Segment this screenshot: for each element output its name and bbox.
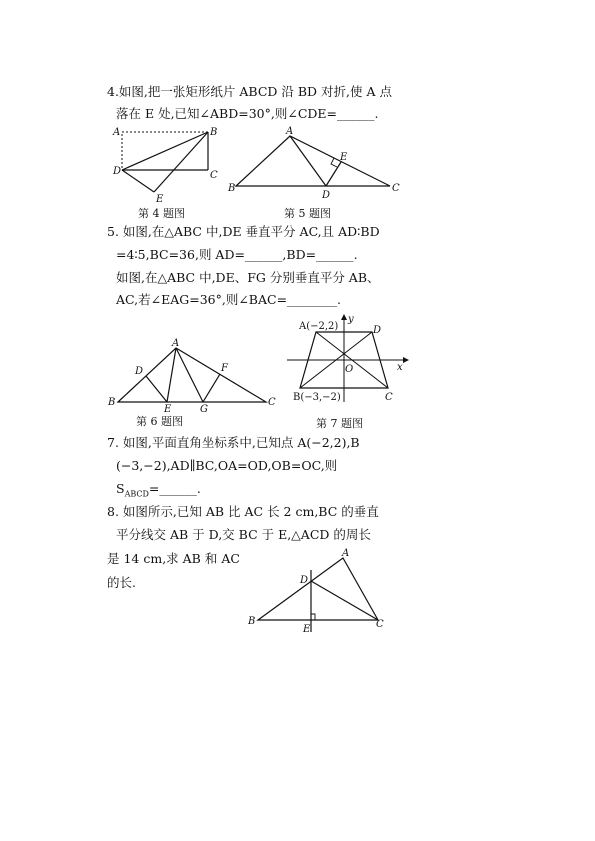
q4-line1: 4.如图,把一张矩形纸片 ABCD 沿 BD 对折,使 A 点	[107, 84, 392, 99]
fig6-label-b: B	[108, 397, 116, 408]
fig8-label-b: B	[248, 616, 256, 627]
q7-line1: 7. 如图,平面直角坐标系中,已知点 A(−2,2),B	[107, 435, 360, 450]
fig4-label-a: A	[113, 127, 121, 138]
fig6-caption: 第 6 题图	[136, 415, 183, 428]
fig4-caption: 第 4 题图	[138, 207, 185, 220]
figure-6	[108, 338, 278, 415]
q5-line1: 5. 如图,在△ABC 中,DE 垂直平分 AC,且 AD∶BD	[107, 224, 380, 239]
fig7-label-d: D	[373, 325, 382, 336]
fig5-label-b: B	[228, 183, 236, 194]
fig4-label-c: C	[210, 170, 218, 181]
fig8-label-e: E	[303, 624, 311, 635]
fig4-label-d: D	[113, 166, 122, 177]
q7-area-subscript: ABCD	[124, 489, 149, 499]
fig6-label-c: C	[268, 397, 276, 408]
fig6-label-a: A	[172, 338, 180, 349]
fig7-label-o: O	[345, 364, 354, 375]
fig5-label-e: E	[340, 152, 348, 163]
fig5-label-c: C	[392, 183, 400, 194]
q8-line3: 是 14 cm,求 AB 和 AC	[107, 551, 240, 566]
q8-line1: 8. 如图所示,已知 AB 比 AC 长 2 cm,BC 的垂直	[107, 504, 379, 519]
fig7-label-c: C	[385, 392, 393, 403]
figure-7	[285, 312, 415, 412]
fig7-label-x: x	[397, 362, 403, 373]
fig5-label-a: A	[286, 126, 294, 137]
fig7-x-arrow	[403, 357, 409, 363]
figure-4	[112, 126, 222, 206]
fig4-label-b: B	[210, 127, 218, 138]
fig8-right-angle-mark	[311, 614, 315, 620]
fig4-label-e: E	[156, 194, 164, 205]
fig8-label-c: C	[376, 619, 384, 630]
fig6-label-g: G	[200, 404, 208, 415]
fig6-label-d: D	[135, 366, 144, 377]
q7-line3-rest: =______.	[148, 481, 201, 496]
q7-area-symbol: S	[116, 481, 125, 496]
fig8-label-d: D	[300, 575, 309, 586]
q5-line2: =4∶5,BC=36,则 AD=______,BD=______.	[116, 247, 358, 262]
q5-line4: AC,若∠EAG=36°,则∠BAC=________.	[116, 292, 342, 307]
fig8-label-a: A	[342, 548, 350, 559]
fig6-label-f: F	[221, 363, 228, 374]
q7-line3	[116, 481, 201, 503]
figure-5	[228, 126, 408, 201]
fig5-label-d: D	[322, 190, 331, 201]
fig4-diagonal-bd	[122, 132, 208, 170]
q7-line2: (−3,−2),AD∥BC,OA=OD,OB=OC,则	[116, 458, 338, 473]
fig7-label-y: y	[348, 314, 354, 325]
fig6-label-e: E	[164, 404, 172, 415]
q5-line3: 如图,在△ABC 中,DE、FG 分别垂直平分 AB、	[116, 270, 380, 285]
fig7-y-arrow	[341, 314, 347, 320]
fig7-label-a: A(−2,2)	[299, 321, 339, 332]
fig7-caption: 第 7 题图	[316, 417, 363, 430]
fig5-caption: 第 5 题图	[284, 207, 331, 220]
fig7-label-b: B(−3,−2)	[293, 392, 341, 403]
q4-line2: 落在 E 处,已知∠ABD=30°,则∠CDE=______.	[116, 106, 379, 121]
figure-8	[248, 550, 398, 645]
q8-line2: 平分线交 AB 于 D,交 BC 于 E,△ACD 的周长	[116, 527, 371, 542]
q8-line4: 的长.	[107, 575, 136, 590]
